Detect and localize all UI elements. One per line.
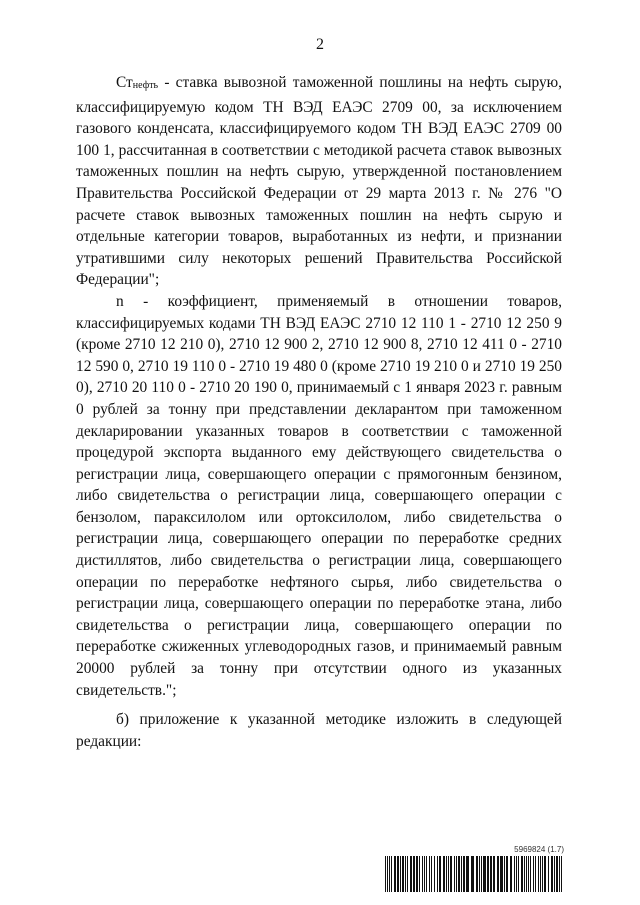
barcode-bar [487,856,489,892]
barcode-bar [554,856,555,892]
barcode-bar [391,856,392,892]
barcode-bar [471,856,474,892]
barcode-bar [426,856,427,892]
barcode-bar [461,856,462,892]
barcode-bar [410,856,412,892]
barcode-bar [454,856,455,892]
barcode-bar [419,856,420,892]
barcode-bar [389,856,390,892]
barcode-bar [424,856,425,892]
barcode-bar [561,856,562,892]
barcode-bar [506,856,508,892]
barcode-bar [416,856,418,892]
barcode-bar [407,856,408,892]
barcode-bar [479,856,480,892]
paragraph-appendix: б) приложение к указанной методике изложить в следующей редакции: [76,711,562,750]
barcode-bar [540,856,541,892]
barcode-bar [490,856,492,892]
barcode-bar [556,856,558,892]
barcode-bar [483,856,486,892]
barcode-bar [422,856,423,892]
barcode-bar [413,856,415,892]
barcode-bar [439,856,441,892]
barcode-bar [551,856,553,892]
barcode-bar [526,856,527,892]
barcode-bar [394,856,396,892]
barcode-bar [493,856,495,892]
barcode-bar [535,856,536,892]
barcode-bar [504,856,505,892]
barcode-bar [542,856,543,892]
barcode-bar [400,856,401,892]
barcode-bar [405,856,406,892]
paragraph-ct-text: - ставка вывозной таможенной пошлины на нефть сырую, классифицируемую кодом ТН ВЭД ЕАЭС 2709 00, за исключением газового конденсата, классифицируемого кодом ТН ВЭД ЕАЭС 2709 00 100 1, рассчитанная в соответствии с методикой расчета ставок вывозных таможенных пошлин на нефть сырую, утвержденной постановлением Правительства Российской Федерации от 29 марта 2013 г. № 276 "О расчете ставок вывозных таможенных пошлин на нефть сырую и отдельные категории товаров, выработанных из нефти, и признании утратившими силу некоторых решений Правительства Российской Федерации"; [76,74,562,289]
barcode-bar [385,856,386,892]
barcode-bar [500,856,503,892]
barcode-bar [463,856,465,892]
barcode-bar [456,856,457,892]
barcode-bar [446,856,447,892]
barcode-bar [533,856,534,892]
barcode-bar [434,856,435,892]
barcode-bar [466,856,469,892]
barcode-bar [429,856,430,892]
barcode-bar [402,856,404,892]
barcode-bar [431,856,432,892]
barcode-bar [437,856,438,892]
page-number: 2 [316,36,324,53]
barcode-bar [448,856,449,892]
barcode-bar [530,856,531,892]
barcode-block [384,845,564,892]
barcode-bar [450,856,452,892]
barcode-bar [548,856,549,892]
barcode-bar [497,856,499,892]
barcode-bar [443,856,445,892]
symbol-n: n [116,292,124,310]
symbol-ct: Ст [116,74,133,91]
paragraph-n-definition [76,291,562,701]
barcode-bar [544,856,546,892]
barcode-bar [559,856,560,892]
barcode-bar [516,856,517,892]
barcode-bar [458,856,460,892]
document-body [76,72,562,752]
paragraph-n-text: - коэффициент, применяемый в отношении товаров, классифицируемых кодами ТН ВЭД ЕАЭС 2710 12 110 1 - 2710 12 250 9 (кроме 2710 12 210 0), 2710 12 900 2, 2710 12 900 8, 2710 12 411 0 - 2710 12 590 0, 2710 19 110 0 - 2710 19 480 0 (кроме 2710 19 210 0 и 2710 19 250 0), 2710 20 110 0 - 2710 20 190 0, принимаемый с 1 января 2023 г. равным 0 рублей за тонну при представлении декларантом при таможенном декларировании указанных товаров в соответствии с таможенной процедурой экспорта выданного ему действующего свидетельства о регистрации лица, совершающего операции с прямогонным бензином, либо свидетельства о регистрации лица, совершающего операции с бензолом, параксилолом или ортоксилолом, либо свидетельства о регистрации лица, совершающего операции по переработке средних дистиллятов, либо свидетельства о регистрации лица, совершающего операции по переработке нефтяного сырья, либо свидетельства о регистрации лица, совершающего операции по переработке этана, либо свидетельства о регистрации лица, совершающего операции по переработке сжиженных углеводородных газов, и принимаемый равным 20000 рублей за тонну при отсутствии одного из указанных свидетельств."; [76,292,562,699]
barcode-bar [510,856,512,892]
barcode-bar [518,856,519,892]
barcode-bar [397,856,399,892]
barcode-bar [387,856,388,892]
barcode-bar [524,856,525,892]
barcode-bar [476,856,478,892]
barcode-icon [384,856,564,892]
barcode-bar [521,856,523,892]
symbol-ct-subscript: нефть [132,80,159,91]
barcode-bar [514,856,515,892]
paragraph-ct-definition [76,72,562,291]
barcode-bar [538,856,539,892]
barcode-caption: 5969824 (1.7) [514,845,564,854]
barcode-bar [528,856,529,892]
barcode-bar [481,856,482,892]
